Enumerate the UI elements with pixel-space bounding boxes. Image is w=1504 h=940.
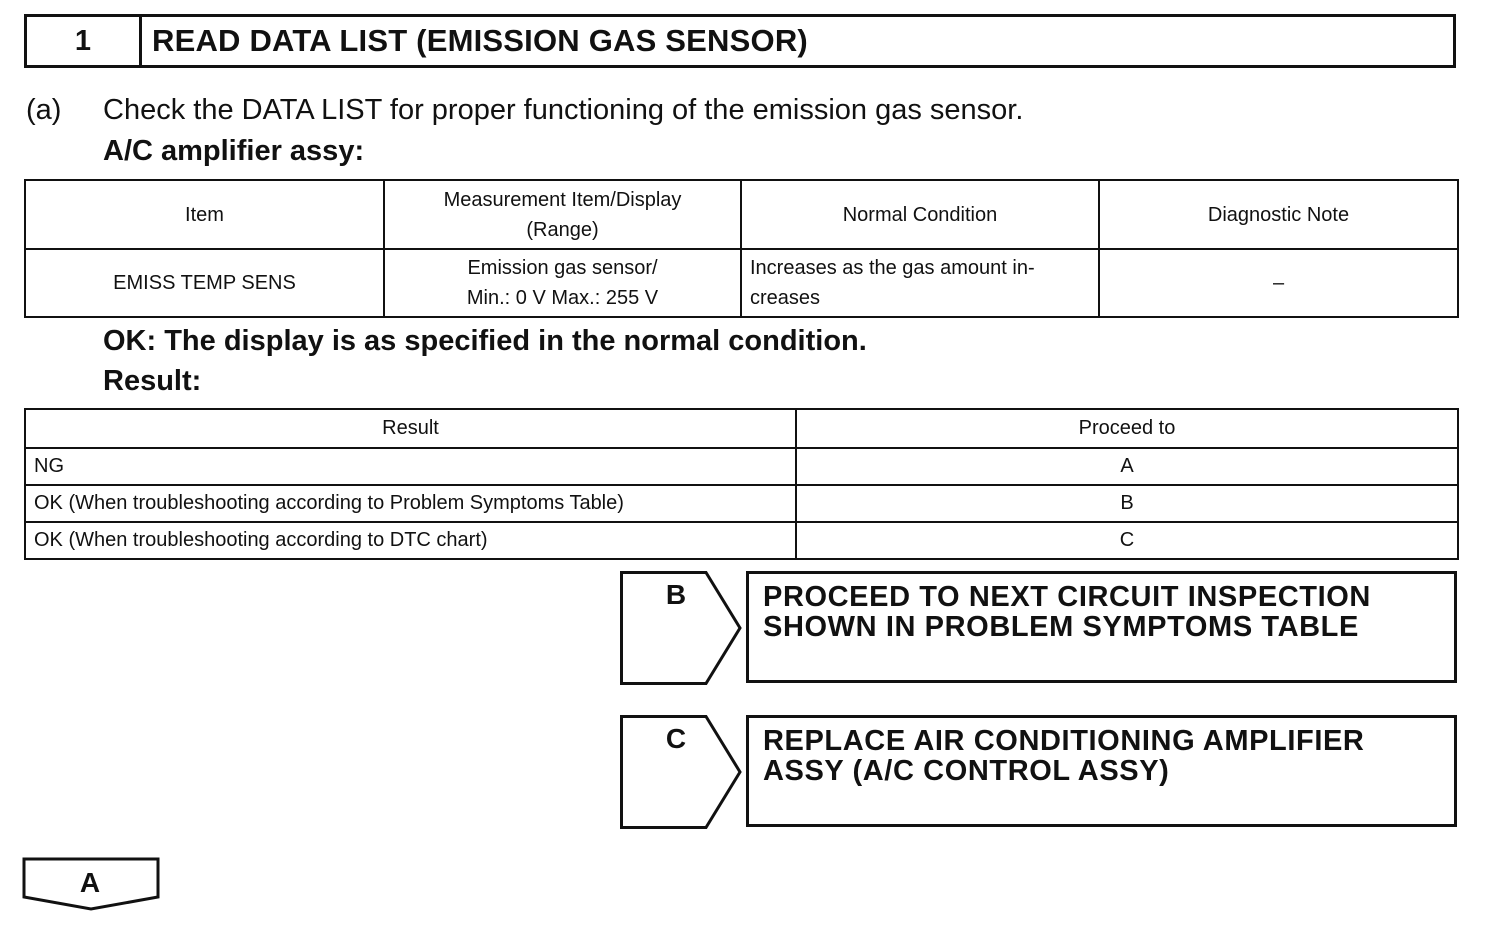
header-measurement-line1: Measurement Item/Display — [443, 188, 682, 211]
cell-measurement — [384, 249, 741, 317]
table-row — [25, 485, 1458, 522]
data-list-table — [24, 179, 1459, 318]
result-table — [24, 408, 1459, 560]
cell-normal-condition — [741, 249, 1099, 317]
table-header-row — [25, 180, 1458, 249]
cell-result: OK (When troubleshooting according to Problem Symptoms Table) — [25, 485, 796, 522]
branch-b-action — [746, 571, 1457, 683]
step-number: 1 — [27, 17, 142, 65]
table-row — [25, 522, 1458, 559]
result-header-row — [25, 409, 1458, 448]
cell-diagnostic-note: – — [1099, 249, 1458, 317]
next-step-letter: A — [79, 867, 101, 898]
branch-c-tag — [620, 715, 742, 829]
branch-b-tag — [620, 571, 742, 685]
header-measurement — [384, 180, 741, 249]
ok-condition-text: OK: The display is as specified in the normal condition. — [103, 325, 867, 357]
cell-normal-line1: Increases as the gas amount in- — [750, 257, 1035, 279]
header-normal-condition: Normal Condition — [741, 180, 1099, 249]
instruction-label: (a) — [26, 94, 62, 126]
header-item: Item — [25, 180, 384, 249]
branch-c-line1: REPLACE AIR CONDITIONING AMPLIFIER — [763, 725, 1365, 757]
header-proceed-to: Proceed to — [796, 409, 1458, 448]
step-header — [24, 14, 1456, 68]
branch-b-line2: SHOWN IN PROBLEM SYMPTOMS TABLE — [763, 611, 1359, 643]
header-result: Result — [25, 409, 796, 448]
branch-b-line1: PROCEED TO NEXT CIRCUIT INSPECTION — [763, 581, 1371, 613]
header-measurement-line2: (Range) — [526, 218, 599, 241]
table-row — [25, 448, 1458, 485]
step-title: READ DATA LIST (EMISSION GAS SENSOR) — [152, 23, 808, 58]
cell-measurement-line2: Min.: 0 V Max.: 255 V — [466, 287, 659, 309]
cell-measurement-line1: Emission gas sensor/ — [467, 257, 658, 279]
branch-c-letter: C — [665, 723, 687, 754]
branch-c-line2: ASSY (A/C CONTROL ASSY) — [763, 755, 1170, 787]
cell-item: EMISS TEMP SENS — [25, 249, 384, 317]
cell-result: OK (When troubleshooting according to DTC chart) — [25, 522, 796, 559]
instruction-text: Check the DATA LIST for proper functioning of the emission gas sensor. — [103, 94, 1024, 126]
branch-b-letter: B — [665, 579, 687, 610]
next-step-a-tag — [22, 857, 162, 913]
cell-proceed: C — [796, 522, 1458, 559]
result-label: Result: — [103, 365, 202, 397]
header-diagnostic-note: Diagnostic Note — [1099, 180, 1458, 249]
table-row — [25, 249, 1458, 317]
branch-c-action — [746, 715, 1457, 827]
cell-proceed: B — [796, 485, 1458, 522]
cell-proceed: A — [796, 448, 1458, 485]
cell-normal-line2: creases — [750, 287, 821, 309]
cell-result: NG — [25, 448, 796, 485]
device-title: A/C amplifier assy: — [103, 135, 365, 167]
